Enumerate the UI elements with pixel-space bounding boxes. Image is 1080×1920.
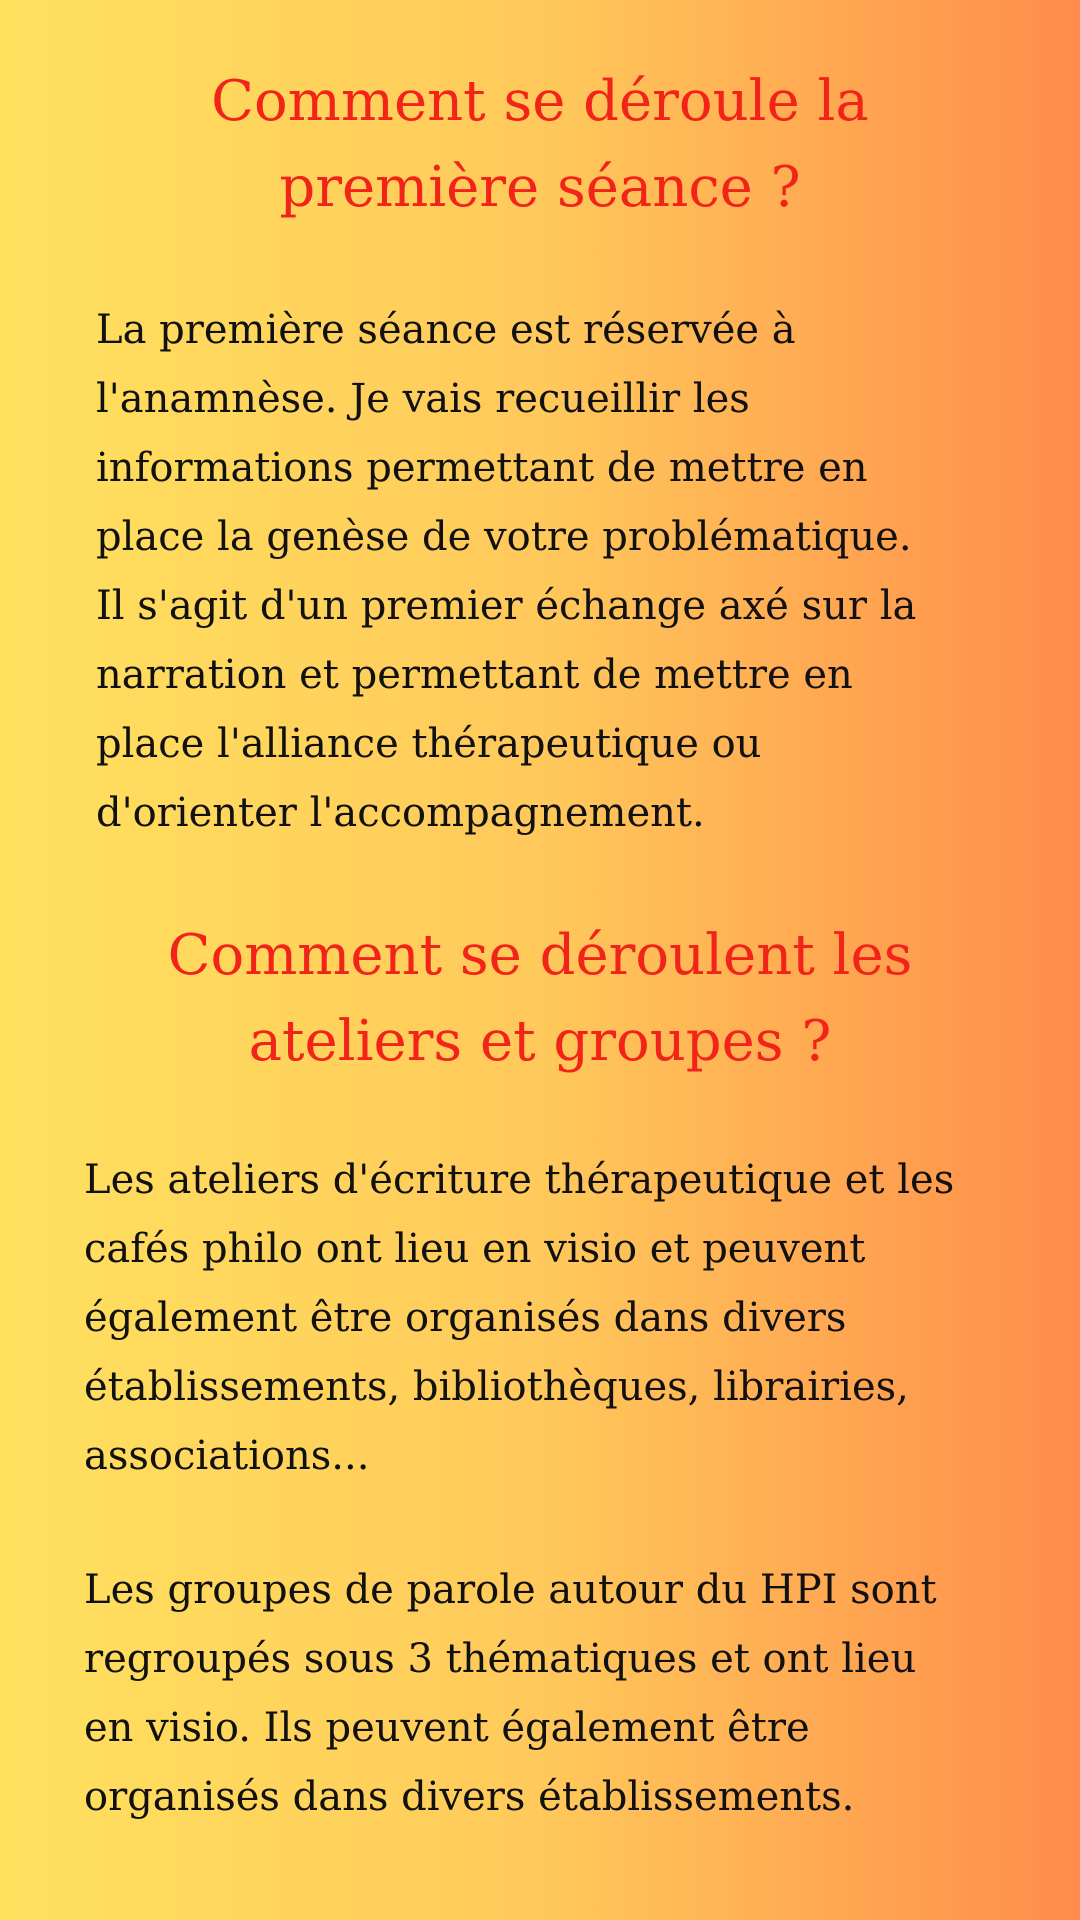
paragraph-groupes-de-parole: Les groupes de parole autour du HPI sont regroupés sous 3 thématiques et ont lieu en visio. Ils peuvent également être organisés dans divers établissements.	[84, 1567, 937, 1820]
paragraph-ateliers: Les ateliers d'écriture thérapeutique et les cafés philo ont lieu en visio et peuvent également être organisés dans divers établissements, bibliothèques, librairies, associations...	[84, 1157, 955, 1479]
paragraph-premiere-seance: La première séance est réservée à l'anamnèse. Je vais recueillir les informations permettant de mettre en place la genèse de votre problématique. Il s'agit d'un premier échange axé sur la narration et permettant de mettre en place l'alliance thérapeutique ou d'orienter l'accompagnement.	[96, 307, 917, 836]
heading-premiere-seance: Comment se déroule la première séance ?	[211, 69, 869, 220]
heading-ateliers-groupes: Comment se déroulent les ateliers et groupes ?	[167, 923, 913, 1074]
